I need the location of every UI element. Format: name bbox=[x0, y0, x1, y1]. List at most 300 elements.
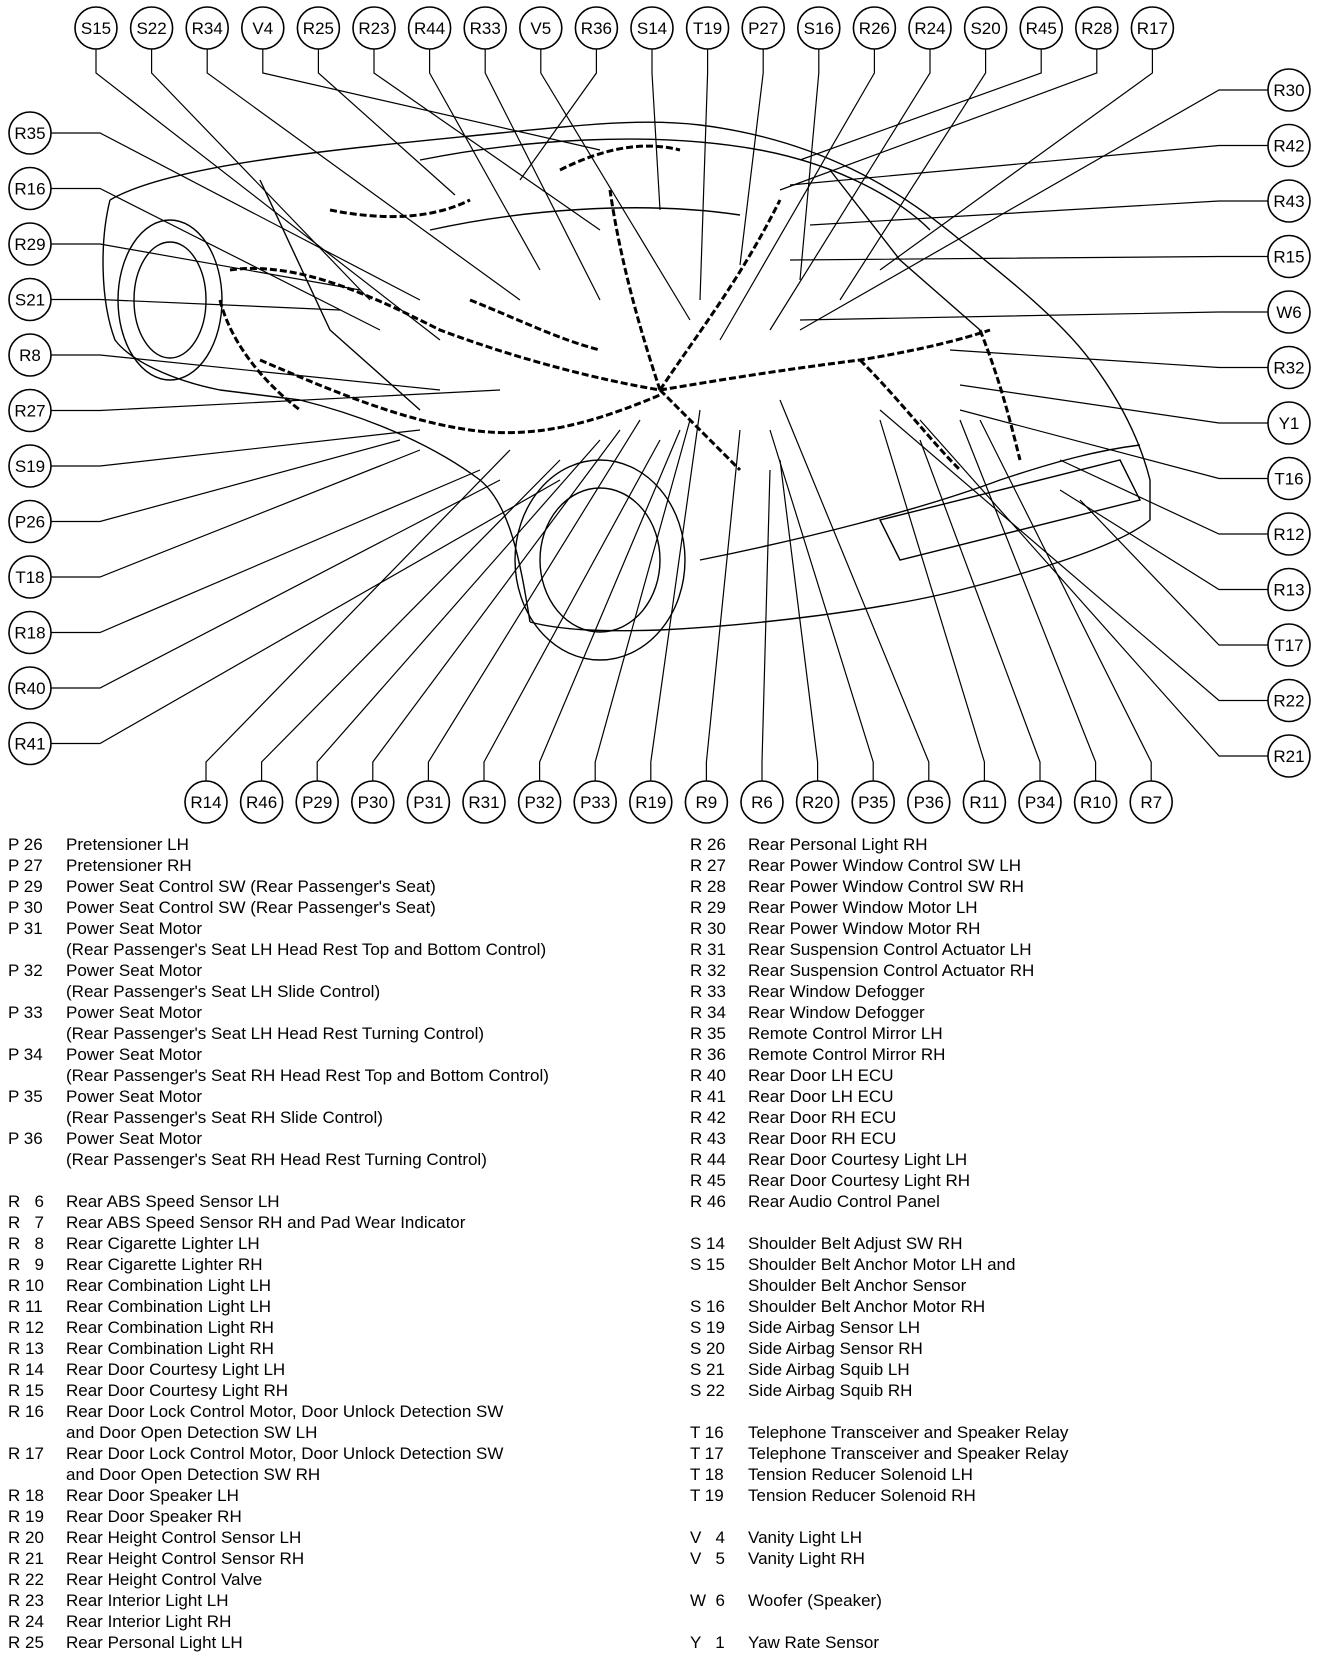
legend-entry bbox=[690, 855, 1330, 876]
leader-line-r33 bbox=[485, 28, 600, 300]
legend-entry bbox=[690, 1485, 1330, 1506]
legend-entry bbox=[690, 918, 1330, 939]
callout-label-r44: R44 bbox=[414, 19, 446, 38]
legend-description: Remote Control Mirror RH bbox=[748, 1045, 946, 1064]
leader-line-r27 bbox=[30, 390, 500, 411]
legend-code: S 21 bbox=[690, 1360, 725, 1379]
legend-description: Woofer (Speaker) bbox=[748, 1591, 882, 1610]
legend-code: P 36 bbox=[8, 1129, 43, 1148]
callout-label-s14: S14 bbox=[636, 19, 668, 38]
callout-label-t16: T16 bbox=[1274, 469, 1304, 489]
legend-description-continued: (Rear Passenger's Seat LH Slide Control) bbox=[66, 982, 381, 1001]
legend-description: Side Airbag Sensor RH bbox=[748, 1339, 923, 1358]
callout-label-r28: R28 bbox=[1081, 19, 1113, 38]
callout-label-w6: W6 bbox=[1276, 303, 1302, 322]
legend-description: Side Airbag Sensor LH bbox=[748, 1318, 920, 1337]
legend-code: R 23 bbox=[8, 1591, 44, 1610]
leader-line-v5 bbox=[541, 28, 690, 320]
leader-line-s14 bbox=[652, 28, 660, 210]
legend-code: R 6 bbox=[8, 1192, 44, 1211]
legend-code: R 33 bbox=[690, 982, 726, 1001]
legend-entry bbox=[8, 897, 668, 918]
callout-label-r10: R10 bbox=[1080, 793, 1112, 812]
legend-code: R 42 bbox=[690, 1108, 726, 1127]
legend-code: R 13 bbox=[8, 1339, 44, 1358]
legend-entry bbox=[690, 897, 1330, 918]
legend-description: Power Seat Motor bbox=[66, 1045, 203, 1064]
callout-label-t18: T18 bbox=[15, 568, 45, 587]
legend-entry bbox=[8, 1506, 668, 1527]
legend-description: Rear Combination Light LH bbox=[66, 1276, 272, 1295]
callout-label-r21: R21 bbox=[1273, 747, 1305, 766]
legend-description-continued: and Door Open Detection SW RH bbox=[66, 1465, 321, 1484]
legend-entry bbox=[690, 876, 1330, 897]
legend-entry bbox=[690, 981, 1330, 1002]
callout-label-p31: P31 bbox=[413, 793, 444, 812]
legend-description: Rear Personal Light RH bbox=[748, 835, 928, 854]
legend-code: R 24 bbox=[8, 1612, 44, 1631]
legend-description: Rear Suspension Control Actuator LH bbox=[748, 940, 1032, 959]
legend-entry bbox=[690, 1002, 1330, 1023]
wire-harness bbox=[220, 146, 1020, 470]
leader-line-p32 bbox=[540, 430, 680, 802]
legend-description: Vanity Light RH bbox=[748, 1549, 865, 1568]
legend-entry bbox=[8, 1086, 668, 1107]
callout-label-r12: R12 bbox=[1273, 525, 1305, 544]
legend-code: R 17 bbox=[8, 1444, 44, 1463]
callout-label-r17: R17 bbox=[1136, 19, 1168, 38]
legend-description: Rear Power Window Control SW LH bbox=[748, 856, 1022, 875]
legend-entry bbox=[8, 1611, 668, 1632]
legend-description: Rear Door LH ECU bbox=[748, 1087, 894, 1106]
legend-code: S 19 bbox=[690, 1318, 725, 1337]
legend-spacer bbox=[690, 1611, 1330, 1632]
legend-entry bbox=[8, 1275, 668, 1296]
legend-description: Rear Window Defogger bbox=[748, 1003, 925, 1022]
legend-entry bbox=[8, 1338, 668, 1359]
leader-line-r11 bbox=[880, 420, 984, 802]
callout-label-r42: R42 bbox=[1273, 136, 1305, 156]
legend-code: P 31 bbox=[8, 919, 43, 938]
leader-line-r18 bbox=[30, 470, 480, 633]
legend-code: R 40 bbox=[690, 1066, 726, 1085]
legend-entry bbox=[8, 1233, 668, 1254]
callout-label-r6: R6 bbox=[751, 793, 773, 812]
callout-label-r20: R20 bbox=[802, 793, 834, 812]
leader-line-w6 bbox=[800, 312, 1289, 320]
leader-line-r7 bbox=[980, 420, 1151, 802]
legend-entry bbox=[690, 1233, 1330, 1254]
callout-label-v4: V4 bbox=[252, 19, 274, 38]
legend-code: R 11 bbox=[8, 1297, 43, 1316]
callout-label-r41: R41 bbox=[14, 734, 46, 754]
callout-label-r16: R16 bbox=[14, 179, 46, 199]
legend-entry bbox=[690, 1548, 1330, 1569]
callout-label-r18: R18 bbox=[14, 623, 46, 643]
legend-description: Tension Reducer Solenoid LH bbox=[748, 1465, 973, 1484]
callout-label-p36: P36 bbox=[913, 793, 944, 812]
legend-entry bbox=[8, 960, 668, 981]
legend-code: T 16 bbox=[690, 1423, 724, 1442]
leader-line-s19 bbox=[30, 430, 420, 466]
leader-line-r30 bbox=[800, 90, 1289, 330]
legend-description: Power Seat Motor bbox=[66, 919, 203, 938]
legend-code: R 26 bbox=[690, 835, 726, 854]
callout-label-y1: Y1 bbox=[1278, 414, 1300, 433]
legend-entry bbox=[8, 1359, 668, 1380]
legend-code: S 20 bbox=[690, 1339, 725, 1358]
leader-line-r6 bbox=[762, 470, 770, 802]
legend-entry bbox=[8, 1380, 668, 1401]
callout-label-r19: R19 bbox=[635, 793, 667, 812]
car-outline bbox=[103, 122, 1150, 660]
callout-label-s15: S15 bbox=[80, 19, 112, 38]
leader-line-t18 bbox=[30, 450, 420, 577]
legend-description: Rear Door Speaker RH bbox=[66, 1507, 242, 1526]
legend-code: R 30 bbox=[690, 919, 726, 938]
legend-code: P 26 bbox=[8, 835, 43, 854]
leader-line-r35 bbox=[30, 133, 420, 300]
legend-description: Rear Door Courtesy Light LH bbox=[748, 1150, 968, 1169]
legend-description: Rear ABS Speed Sensor RH and Pad Wear Indicator bbox=[66, 1213, 466, 1232]
legend-code: R 9 bbox=[8, 1255, 44, 1274]
legend-description: Rear Door Courtesy Light LH bbox=[66, 1360, 286, 1379]
legend-code: T 18 bbox=[690, 1465, 724, 1484]
wiring-location-diagram bbox=[0, 0, 1344, 830]
legend-description: Power Seat Motor bbox=[66, 961, 203, 980]
legend-entry bbox=[8, 834, 668, 855]
leader-line-r9 bbox=[706, 430, 740, 802]
legend-code: R 44 bbox=[690, 1150, 726, 1169]
legend-entry bbox=[8, 1317, 668, 1338]
callout-label-r9: R9 bbox=[695, 793, 718, 812]
legend-entry bbox=[8, 1296, 668, 1317]
legend-description-continued: Shoulder Belt Anchor Sensor bbox=[748, 1276, 967, 1295]
legend-code: P 32 bbox=[8, 961, 43, 980]
legend-description: Rear Height Control Sensor LH bbox=[66, 1528, 302, 1547]
legend-entry bbox=[690, 1590, 1330, 1611]
legend-entry bbox=[8, 1569, 668, 1590]
legend-code: R 28 bbox=[690, 877, 726, 896]
legend-entry bbox=[690, 1443, 1330, 1464]
callout-label-r32: R32 bbox=[1273, 358, 1305, 378]
legend-entry bbox=[8, 1191, 668, 1212]
legend-entry bbox=[690, 1254, 1330, 1275]
leader-line-r34 bbox=[207, 28, 520, 300]
legend-description: Rear Suspension Control Actuator RH bbox=[748, 961, 1035, 980]
legend-spacer bbox=[8, 1170, 668, 1191]
legend-description: Pretensioner LH bbox=[66, 835, 189, 854]
legend-code: R 22 bbox=[8, 1570, 44, 1589]
legend-description: Rear Door Courtesy Light RH bbox=[748, 1171, 971, 1190]
legend-entry bbox=[690, 1107, 1330, 1128]
legend-description: Rear Door Lock Control Motor, Door Unlock Detection SW bbox=[66, 1402, 504, 1421]
legend-description: Pretensioner RH bbox=[66, 856, 192, 875]
legend-description-continued: (Rear Passenger's Seat RH Head Rest Top and Bottom Control) bbox=[66, 1066, 549, 1085]
callout-label-r45: R45 bbox=[1025, 19, 1057, 38]
legend-code: R 45 bbox=[690, 1171, 726, 1190]
legend-description-continued: (Rear Passenger's Seat LH Head Rest Top and Bottom Control) bbox=[66, 940, 547, 959]
legend-description: Power Seat Motor bbox=[66, 1003, 203, 1022]
legend-description: Power Seat Motor bbox=[66, 1087, 203, 1106]
callout-label-r43: R43 bbox=[1273, 192, 1305, 211]
legend-code: R 34 bbox=[690, 1003, 726, 1022]
legend-entry bbox=[690, 1044, 1330, 1065]
legend-description: Shoulder Belt Adjust SW RH bbox=[748, 1234, 963, 1253]
legend-code: R 14 bbox=[8, 1360, 44, 1379]
legend-entry bbox=[8, 1590, 668, 1611]
legend-entry bbox=[8, 1002, 668, 1023]
legend-code: R 7 bbox=[8, 1213, 44, 1232]
callout-label-r31: R31 bbox=[468, 793, 500, 812]
callout-label-r7: R7 bbox=[1140, 793, 1163, 812]
legend-description-continued: (Rear Passenger's Seat RH Head Rest Turning Control) bbox=[66, 1150, 487, 1169]
legend-code: R 31 bbox=[690, 940, 726, 959]
callout-label-r24: R24 bbox=[914, 19, 946, 38]
callout-label-r14: R14 bbox=[190, 793, 222, 812]
legend-description-continued: and Door Open Detection SW LH bbox=[66, 1423, 318, 1442]
legend-code: R 35 bbox=[690, 1024, 726, 1043]
legend-description: Rear Door Speaker LH bbox=[66, 1486, 239, 1505]
legend-description: Rear Audio Control Panel bbox=[748, 1192, 940, 1211]
callout-label-p27: P27 bbox=[748, 19, 779, 38]
leader-line-r20 bbox=[780, 460, 818, 802]
legend-code: R 18 bbox=[8, 1486, 44, 1505]
legend-code: R 25 bbox=[8, 1633, 44, 1652]
legend-entry bbox=[690, 1023, 1330, 1044]
legend-entry bbox=[8, 1401, 668, 1422]
legend-description: Rear Power Window Motor LH bbox=[748, 898, 978, 917]
legend-description: Rear Window Defogger bbox=[748, 982, 925, 1001]
legend-entry bbox=[8, 1485, 668, 1506]
legend-code: R 15 bbox=[8, 1381, 44, 1400]
legend-code: Y 1 bbox=[690, 1633, 725, 1652]
leader-line-r28 bbox=[780, 28, 1097, 190]
legend-entry bbox=[690, 960, 1330, 981]
legend-left-column bbox=[8, 834, 668, 1653]
legend-description: Remote Control Mirror LH bbox=[748, 1024, 943, 1043]
legend-entry bbox=[690, 1632, 1330, 1653]
legend-code: P 33 bbox=[8, 1003, 43, 1022]
legend-description: Rear Door LH ECU bbox=[748, 1066, 894, 1085]
leader-line-r13 bbox=[1060, 490, 1289, 590]
legend-description: Telephone Transceiver and Speaker Relay bbox=[748, 1423, 1069, 1442]
legend-spacer bbox=[690, 1212, 1330, 1233]
legend-code: T 17 bbox=[690, 1444, 724, 1463]
leader-line-r15 bbox=[790, 257, 1289, 261]
callout-label-r33: R33 bbox=[469, 19, 501, 38]
legend-description: Rear Combination Light RH bbox=[66, 1339, 274, 1358]
legend-entry bbox=[690, 1296, 1330, 1317]
legend-description: Power Seat Motor bbox=[66, 1129, 203, 1148]
legend-description: Rear Height Control Valve bbox=[66, 1570, 263, 1589]
legend-entry bbox=[690, 1191, 1330, 1212]
legend-description: Rear Door RH ECU bbox=[748, 1129, 897, 1148]
legend-code: R 41 bbox=[690, 1087, 726, 1106]
legend-description: Rear Door Courtesy Light RH bbox=[66, 1381, 289, 1400]
legend-entry bbox=[8, 855, 668, 876]
legend-description: Telephone Transceiver and Speaker Relay bbox=[748, 1444, 1069, 1463]
legend-description: Rear Combination Light LH bbox=[66, 1297, 272, 1316]
callout-label-s22: S22 bbox=[136, 19, 167, 38]
leader-line-p30 bbox=[373, 430, 620, 802]
leader-line-p35 bbox=[770, 430, 873, 802]
legend-right-column bbox=[690, 834, 1330, 1653]
legend-entry bbox=[690, 1338, 1330, 1359]
legend-description: Vanity Light LH bbox=[748, 1528, 863, 1547]
legend-spacer bbox=[690, 1401, 1330, 1422]
callout-label-r22: R22 bbox=[1273, 691, 1305, 711]
callout-label-r27: R27 bbox=[14, 401, 46, 421]
callout-label-t17: T17 bbox=[1274, 636, 1304, 655]
callout-label-p30: P30 bbox=[357, 793, 388, 812]
legend-entry bbox=[690, 1527, 1330, 1548]
legend-description: Rear Combination Light RH bbox=[66, 1318, 274, 1337]
legend-code: T 19 bbox=[690, 1486, 724, 1505]
leader-line-p26 bbox=[30, 440, 400, 522]
legend-description: Rear ABS Speed Sensor LH bbox=[66, 1192, 280, 1211]
legend-spacer bbox=[690, 1506, 1330, 1527]
legend-entry bbox=[8, 1128, 668, 1149]
callout-label-r15: R15 bbox=[1273, 247, 1305, 267]
legend-code: W 6 bbox=[690, 1591, 725, 1610]
leader-line-r32 bbox=[950, 350, 1289, 368]
leader-line-p29 bbox=[317, 440, 600, 802]
legend-entry bbox=[690, 1380, 1330, 1401]
callout-label-r34: R34 bbox=[191, 19, 223, 38]
legend-description: Power Seat Control SW (Rear Passenger's Seat) bbox=[66, 877, 436, 896]
legend-code: R 32 bbox=[690, 961, 726, 980]
legend-description: Power Seat Control SW (Rear Passenger's Seat) bbox=[66, 898, 436, 917]
legend-code: P 30 bbox=[8, 898, 43, 917]
legend-entry bbox=[8, 1212, 668, 1233]
legend-entry bbox=[8, 1527, 668, 1548]
callout-label-r29: R29 bbox=[14, 235, 46, 254]
legend-description: Side Airbag Squib LH bbox=[748, 1360, 910, 1379]
callout-label-p32: P32 bbox=[524, 793, 555, 812]
legend-code: R 16 bbox=[8, 1402, 44, 1421]
legend-code: R 29 bbox=[690, 898, 726, 917]
legend-description: Rear Door Lock Control Motor, Door Unlock Detection SW bbox=[66, 1444, 504, 1463]
legend-entry bbox=[690, 1065, 1330, 1086]
leader-line-r36 bbox=[520, 28, 596, 180]
callout-label-p33: P33 bbox=[580, 793, 611, 812]
legend-code: R 10 bbox=[8, 1276, 44, 1295]
leader-line-r46 bbox=[262, 460, 560, 802]
legend-code: P 34 bbox=[8, 1045, 43, 1064]
callout-label-r23: R23 bbox=[358, 19, 390, 38]
callout-label-r26: R26 bbox=[858, 19, 890, 38]
callout-label-r8: R8 bbox=[19, 346, 41, 365]
leader-line-r22 bbox=[880, 410, 1289, 701]
legend-description: Side Airbag Squib RH bbox=[748, 1381, 913, 1400]
legend-code: R 36 bbox=[690, 1045, 726, 1064]
callout-label-r25: R25 bbox=[302, 19, 334, 38]
callout-label-r13: R13 bbox=[1273, 580, 1305, 600]
legend-description: Rear Height Control Sensor RH bbox=[66, 1549, 305, 1568]
legend-entry bbox=[690, 1464, 1330, 1485]
legend-entry bbox=[8, 1443, 668, 1464]
legend-entry bbox=[8, 1632, 668, 1653]
leader-line-r12 bbox=[1060, 460, 1289, 534]
leader-line-s21 bbox=[30, 300, 340, 311]
legend-description: Rear Door RH ECU bbox=[748, 1108, 897, 1127]
callout-label-r11: R11 bbox=[969, 793, 1000, 812]
legend-description: Rear Cigarette Lighter LH bbox=[66, 1234, 260, 1253]
callout-label-r35: R35 bbox=[14, 124, 46, 143]
legend-description-continued: (Rear Passenger's Seat LH Head Rest Turning Control) bbox=[66, 1024, 485, 1043]
legend-entry bbox=[690, 1128, 1330, 1149]
callout-label-s20: S20 bbox=[970, 19, 1001, 38]
legend-code: V 5 bbox=[690, 1549, 725, 1568]
legend-description: Rear Cigarette Lighter RH bbox=[66, 1255, 263, 1274]
leader-line-p31 bbox=[428, 420, 640, 802]
legend-entry bbox=[690, 1422, 1330, 1443]
leader-line-r29 bbox=[30, 244, 360, 290]
legend-description-continued: (Rear Passenger's Seat RH Slide Control) bbox=[66, 1108, 383, 1127]
legend-code: S 22 bbox=[690, 1381, 725, 1400]
legend-code: S 14 bbox=[690, 1234, 725, 1253]
legend-code: P 27 bbox=[8, 856, 43, 875]
legend-entry bbox=[8, 1254, 668, 1275]
callout-label-p29: P29 bbox=[302, 793, 333, 812]
legend-entry bbox=[690, 1086, 1330, 1107]
legend-entry bbox=[690, 1170, 1330, 1191]
legend-entry bbox=[8, 876, 668, 897]
callout-label-r46: R46 bbox=[246, 793, 278, 812]
legend-entry bbox=[690, 1359, 1330, 1380]
leader-line-r17 bbox=[880, 28, 1152, 270]
leader-line-r43 bbox=[810, 201, 1289, 225]
legend-description: Shoulder Belt Anchor Motor RH bbox=[748, 1297, 986, 1316]
legend-entry bbox=[8, 1548, 668, 1569]
leader-line-r42 bbox=[790, 146, 1289, 186]
legend-description: Tension Reducer Solenoid RH bbox=[748, 1486, 976, 1505]
leader-line-r25 bbox=[318, 28, 455, 195]
callout-label-s21: S21 bbox=[14, 290, 46, 310]
legend-description: Rear Interior Light RH bbox=[66, 1612, 232, 1631]
leader-line-r23 bbox=[374, 28, 600, 230]
callout-label-s19: S19 bbox=[14, 457, 46, 476]
legend-entry bbox=[8, 918, 668, 939]
leader-line-t19 bbox=[700, 28, 708, 300]
callout-label-r30: R30 bbox=[1273, 81, 1305, 100]
callout-label-r40: R40 bbox=[14, 679, 46, 698]
legend-code: R 46 bbox=[690, 1192, 726, 1211]
callout-label-t19: T19 bbox=[692, 19, 723, 38]
legend-code: R 20 bbox=[8, 1528, 44, 1547]
legend-description: Shoulder Belt Anchor Motor LH and bbox=[748, 1255, 1016, 1274]
legend-description: Rear Power Window Control SW RH bbox=[748, 877, 1024, 896]
legend-description: Rear Power Window Motor RH bbox=[748, 919, 981, 938]
callout-leader-lines bbox=[30, 28, 1289, 802]
legend-description: Rear Personal Light LH bbox=[66, 1633, 243, 1652]
legend-code: R 12 bbox=[8, 1318, 44, 1337]
legend-code: P 29 bbox=[8, 877, 43, 896]
legend-entry bbox=[8, 1044, 668, 1065]
legend-code: R 8 bbox=[8, 1234, 44, 1253]
callout-label-r36: R36 bbox=[580, 19, 612, 38]
legend-code: V 4 bbox=[690, 1528, 725, 1547]
callout-label-p34: P34 bbox=[1024, 793, 1056, 812]
leader-line-r14 bbox=[206, 450, 510, 802]
legend-description: Yaw Rate Sensor bbox=[748, 1633, 880, 1652]
leader-line-p27 bbox=[740, 28, 763, 265]
legend-entry bbox=[690, 939, 1330, 960]
callout-label-s16: S16 bbox=[803, 19, 834, 38]
legend-code: R 19 bbox=[8, 1507, 44, 1526]
legend-code: R 27 bbox=[690, 856, 726, 875]
